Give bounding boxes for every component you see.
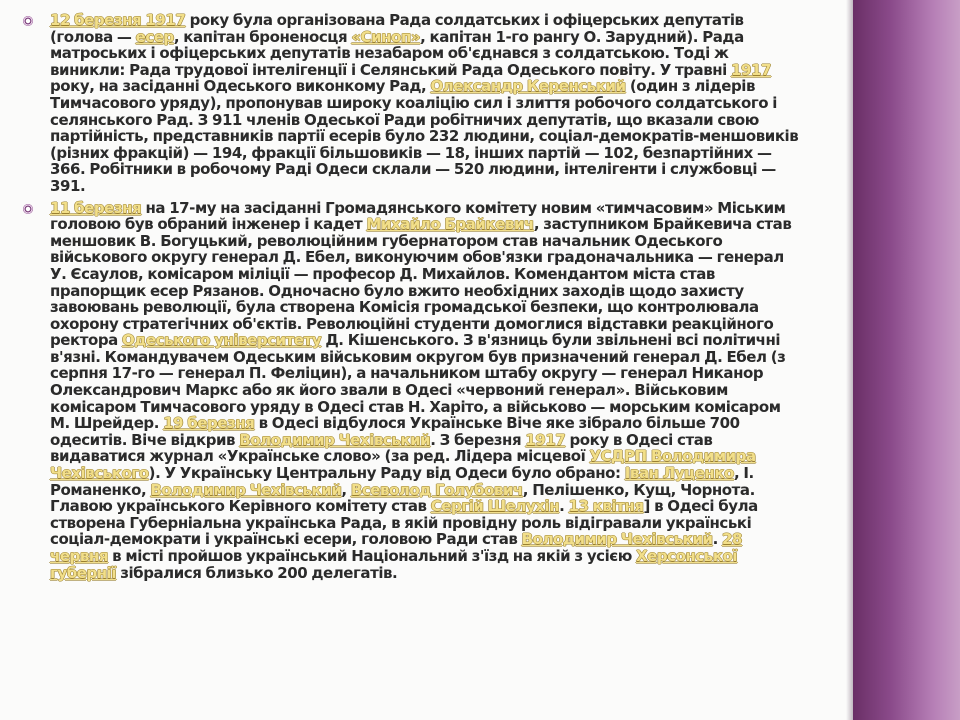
hyperlink[interactable]: Михайло Брайкевич bbox=[366, 215, 534, 234]
hyperlink[interactable]: Херсонської губернії bbox=[50, 547, 738, 582]
text-run: , bbox=[341, 480, 351, 499]
text-run: , капітан 1-го рангу О. Зарудний). Рада матроських і офіцерських депутатів незабаром об'єднався з солдатською. Тоді ж виникли: Рада трудової інтелігенції і Селянський Рада Одеського повіту. У травні bbox=[50, 27, 744, 79]
text-run: в місті пройшов український Національний з'їзд на якій з усією bbox=[108, 547, 637, 565]
text-run: в Одесі відбулося Українське Віче яке зібрало більше 700 одеситів. Віче відкрив bbox=[50, 414, 740, 449]
text-run: , І. Романенко, bbox=[50, 464, 754, 499]
hyperlink[interactable]: 19 березня bbox=[163, 414, 255, 433]
hyperlink[interactable]: Володимир Чехівський bbox=[521, 530, 713, 549]
bullet-paragraph bbox=[22, 200, 802, 582]
text-run: ). У Українську Центральну Раду від Одеси було обрано: bbox=[148, 464, 625, 483]
text-run: , заступником Брайкевича став меншовик В. Богуцький, революційним губернатором став начальник Одеського військового округу генерал Д. Ебел, виконуючим обов'язки градоначальника — генерал У. Єсаулов, комісаром міліції — професор Д. Михайлов. Комендантом міста став прапорщик есер Рязанов. Одночасно було вжито необхідних заходів щодо захисту завоювань революції, була створена Комісія громадської безпеки, що контролювала охорону стратегічних об'єктів. Революційні студенти домоглися відставки реакційного ректора bbox=[50, 215, 792, 350]
hyperlink[interactable]: «Синоп» bbox=[351, 27, 421, 46]
text-run: року, на засіданні Одеського виконкому Рад, bbox=[50, 77, 431, 96]
text-run: ] в Одесі була створена Губерніальна українська Рада, в якій провідну роль відігравали українські соціал-демократи і українські есери, головою Ради став bbox=[50, 497, 758, 549]
text-run: Д. Кішенського. З в'язниць були звільнені всі політичні в'язні. Командувачем Одеським військовим округом був призначений генерал Д. Ебел (з серпня 17-го — генерал П. Феліцин), а начальником штабу округу — генерал Никанор Олександрович Маркс або як його звали в Одесі «червоний генерал». Військовим комісаром Тимчасового уряду в Одесі став Н. Харіто, а військово — морським комісаром М. Шрейдер. bbox=[50, 331, 786, 433]
decorative-side-band bbox=[853, 0, 960, 720]
hyperlink[interactable]: Одеського університету bbox=[121, 331, 322, 350]
hyperlink[interactable]: 1917 bbox=[525, 430, 566, 449]
hyperlink[interactable]: 11 березня bbox=[50, 198, 142, 217]
bullet-paragraph bbox=[22, 12, 802, 195]
hyperlink[interactable]: 28 червня bbox=[50, 530, 742, 565]
hyperlink[interactable]: Володимир Чехівський bbox=[239, 430, 431, 449]
hyperlink[interactable]: Олександр Керенський bbox=[430, 77, 626, 96]
text-run: . bbox=[559, 497, 569, 516]
hyperlink[interactable]: есер bbox=[135, 27, 174, 46]
hyperlink[interactable]: 13 квітня bbox=[568, 497, 644, 516]
text-run: (один з лідерів Тимчасового уряду), пропонував широку коаліцію сил і злиття робочого солдатського і селянського Рад. З 911 членів Одеської Ради робітничих депутатів, що вказали свою партійність, представників партії есерів було 232 людини, соціал-демократів-меншовиків (різних фракцій) — 194, фракції більшовиків — 18, інших партій — 102, безпартійних — 366. Робітники в робочому Раді Одеси склали — 520 людини, інтелігенти і службовці — 391. bbox=[50, 77, 799, 195]
ring-bullet-icon bbox=[23, 16, 33, 26]
hyperlink[interactable]: Всеволод Голубович bbox=[350, 480, 523, 499]
ring-bullet-icon bbox=[23, 204, 33, 214]
slide-text-body bbox=[22, 12, 802, 586]
hyperlink[interactable]: 12 березня 1917 bbox=[50, 11, 186, 29]
hyperlink[interactable]: Сергій Шелухін bbox=[430, 497, 560, 516]
text-run: . bbox=[712, 530, 722, 549]
text-run: , капітан броненосця bbox=[173, 27, 352, 46]
text-run: року в Одесі став видаватися журнал «Українське слово» (за ред. Лідера місцевої bbox=[50, 430, 713, 466]
hyperlink[interactable]: Володимир Чехівський bbox=[150, 480, 342, 499]
text-run: року була організована Рада солдатських і офіцерських депутатів (голова — bbox=[50, 11, 744, 46]
hyperlink[interactable]: УСДРП Володимира Чехівського bbox=[50, 447, 756, 483]
text-run: зібралися близько 200 делегатів. bbox=[116, 563, 398, 582]
text-run: на 17-му на засіданні Громадянського комітету новим «тимчасовим» Міським головою був обраний інженер і кадет bbox=[50, 198, 786, 234]
text-run: . З березня bbox=[430, 430, 526, 449]
hyperlink[interactable]: Іван Луценко bbox=[624, 464, 734, 483]
hyperlink[interactable]: 1917 bbox=[731, 60, 771, 79]
text-run: , Пелішенко, Кущ, Чорнота. Главою українського Керівного комітету став bbox=[50, 480, 755, 516]
